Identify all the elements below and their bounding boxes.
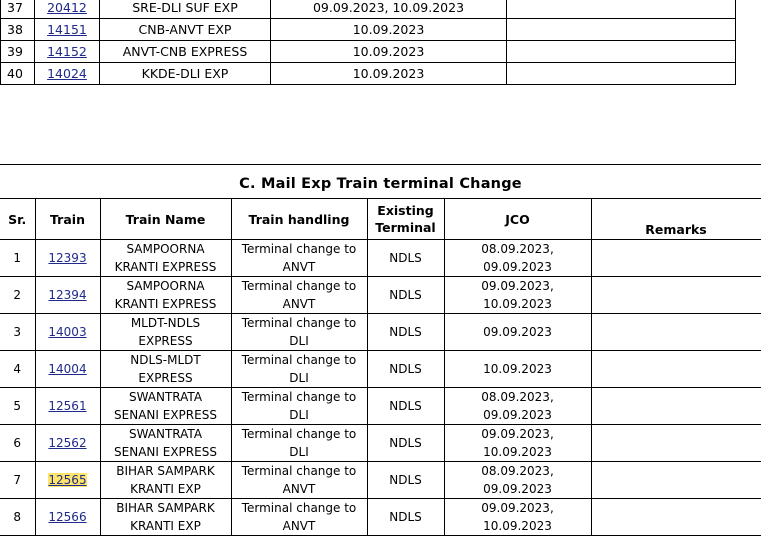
train-number-link[interactable]: 14024: [47, 66, 87, 81]
header-train: Train: [35, 199, 100, 240]
train-number-cell: [35, 351, 100, 388]
handling-line1: Terminal change to: [241, 464, 357, 478]
train-name-cell: [100, 277, 231, 314]
existing-terminal-cell: NDLS: [367, 499, 444, 536]
table-row: [1, 63, 736, 85]
header-existing-terminal: [367, 199, 444, 240]
train-number-cell: [35, 388, 100, 425]
train-name-line2: SENANI EXPRESS: [114, 445, 217, 459]
handling-line2: ANVT: [282, 482, 316, 496]
remarks-cell: [591, 240, 761, 277]
header-train-name: Train Name: [100, 199, 231, 240]
train-name-cell: [100, 351, 231, 388]
jco-line1: 09.09.2023: [483, 325, 552, 339]
train-handling-cell: [231, 425, 367, 462]
train-handling-cell: [231, 240, 367, 277]
jco-cell: [444, 351, 591, 388]
handling-line2: DLI: [289, 371, 309, 385]
remarks-cell: [507, 41, 736, 63]
handling-line1: Terminal change to: [241, 242, 357, 256]
header-existing-line2: Terminal: [375, 220, 436, 235]
train-number-cell: [35, 0, 100, 19]
date-cell: 10.09.2023: [271, 19, 507, 41]
train-number-link[interactable]: 12561: [48, 399, 87, 413]
remarks-cell: [591, 314, 761, 351]
train-handling-cell: [231, 351, 367, 388]
train-number-cell: [35, 499, 100, 536]
handling-line1: Terminal change to: [241, 390, 357, 404]
date-cell: 10.09.2023: [271, 41, 507, 63]
jco-line2: 09.09.2023: [483, 408, 552, 422]
handling-line2: DLI: [289, 334, 309, 348]
remarks-cell: [591, 388, 761, 425]
date-cell: 09.09.2023, 10.09.2023: [271, 0, 507, 19]
train-number-link[interactable]: 12565: [48, 473, 87, 487]
train-name-line1: SWANTRATA: [128, 390, 203, 404]
train-name-cell: [100, 462, 231, 499]
train-number-link[interactable]: 14151: [47, 22, 87, 37]
jco-line1: 09.09.2023,: [481, 427, 554, 441]
train-name-line2: KRANTI EXPRESS: [114, 297, 217, 311]
header-jco: JCO: [444, 199, 591, 240]
sr-cell: 38: [1, 19, 35, 41]
header-train-handling: Train handling: [231, 199, 367, 240]
train-number-cell: [35, 462, 100, 499]
train-number-cell: [35, 19, 100, 41]
sr-cell: 7: [0, 462, 35, 499]
remarks-cell: [507, 0, 736, 19]
jco-cell: [444, 462, 591, 499]
jco-line1: 08.09.2023,: [481, 464, 554, 478]
handling-line2: ANVT: [282, 297, 316, 311]
train-name-line1: BIHAR SAMPARK: [116, 464, 215, 478]
train-name-cell: ANVT-CNB EXPRESS: [100, 41, 271, 63]
train-name-line2: EXPRESS: [138, 334, 193, 348]
date-cell: 10.09.2023: [271, 63, 507, 85]
sr-cell: 2: [0, 277, 35, 314]
handling-line2: ANVT: [282, 519, 316, 533]
handling-line2: DLI: [289, 408, 309, 422]
table-row: [0, 351, 761, 388]
jco-line1: 08.09.2023,: [481, 390, 554, 404]
jco-line2: 09.09.2023: [483, 482, 552, 496]
existing-terminal-cell: NDLS: [367, 351, 444, 388]
jco-line1: 09.09.2023,: [481, 501, 554, 515]
handling-line2: ANVT: [282, 260, 316, 274]
existing-terminal-cell: NDLS: [367, 462, 444, 499]
jco-cell: [444, 425, 591, 462]
train-name-cell: [100, 425, 231, 462]
train-name-line1: NDLS-MLDT: [130, 353, 201, 367]
jco-cell: [444, 314, 591, 351]
train-name-line2: KRANTI EXPRESS: [114, 260, 217, 274]
train-number-cell: [35, 314, 100, 351]
train-name-line2: KRANTI EXP: [130, 482, 201, 496]
jco-line2: 10.09.2023: [483, 519, 552, 533]
train-handling-cell: [231, 499, 367, 536]
train-number-link[interactable]: 12562: [48, 436, 87, 450]
table-row: [0, 240, 761, 277]
handling-line1: Terminal change to: [241, 353, 357, 367]
table-row: [1, 0, 736, 19]
train-handling-cell: [231, 388, 367, 425]
train-number-link[interactable]: 12393: [48, 251, 87, 265]
handling-line1: Terminal change to: [241, 279, 357, 293]
train-number-link[interactable]: 14152: [47, 44, 87, 59]
train-number-cell: [35, 41, 100, 63]
header-remarks: Remarks: [591, 199, 761, 240]
jco-line1: 09.09.2023,: [481, 279, 554, 293]
jco-line2: 10.09.2023: [483, 445, 552, 459]
existing-terminal-cell: NDLS: [367, 425, 444, 462]
table-row: [0, 499, 761, 536]
jco-line2: 10.09.2023: [483, 297, 552, 311]
train-name-cell: [100, 314, 231, 351]
sr-cell: 40: [1, 63, 35, 85]
train-name-line1: MLDT-NDLS: [130, 316, 201, 330]
terminal-change-table: [0, 198, 761, 536]
train-handling-cell: [231, 314, 367, 351]
table-row: [0, 388, 761, 425]
sr-cell: 37: [1, 0, 35, 19]
top-train-table: [0, 0, 736, 85]
table-row: [0, 425, 761, 462]
remarks-cell: [591, 462, 761, 499]
sr-cell: 4: [0, 351, 35, 388]
train-name-line2: EXPRESS: [138, 371, 193, 385]
train-number-cell: [35, 240, 100, 277]
table-row: [0, 277, 761, 314]
table-row: [0, 462, 761, 499]
jco-cell: [444, 240, 591, 277]
existing-terminal-cell: NDLS: [367, 277, 444, 314]
jco-cell: [444, 388, 591, 425]
sr-cell: 1: [0, 240, 35, 277]
remarks-cell: [591, 351, 761, 388]
train-name-line2: SENANI EXPRESS: [114, 408, 217, 422]
jco-line1: 08.09.2023,: [481, 242, 554, 256]
header-row: [0, 199, 761, 240]
train-number-link[interactable]: 14003: [48, 325, 87, 339]
train-name-cell: [100, 499, 231, 536]
train-number-cell: [35, 425, 100, 462]
train-name-cell: KKDE-DLI EXP: [100, 63, 271, 85]
sr-cell: 39: [1, 41, 35, 63]
train-name-cell: [100, 388, 231, 425]
train-name-cell: [100, 240, 231, 277]
jco-line2: 09.09.2023: [483, 260, 552, 274]
train-number-cell: [35, 63, 100, 85]
train-name-cell: SRE-DLI SUF EXP: [100, 0, 271, 19]
train-name-line1: SAMPOORNA: [126, 242, 205, 256]
section-divider: [0, 164, 761, 165]
train-name-line2: KRANTI EXP: [130, 519, 201, 533]
handling-line1: Terminal change to: [241, 316, 357, 330]
train-name-line1: SWANTRATA: [128, 427, 203, 441]
train-number-cell: [35, 277, 100, 314]
sr-cell: 5: [0, 388, 35, 425]
handling-line1: Terminal change to: [241, 501, 357, 515]
jco-line1: 10.09.2023: [483, 362, 552, 376]
train-number-link[interactable]: 12394: [48, 288, 87, 302]
jco-cell: [444, 499, 591, 536]
sr-cell: 6: [0, 425, 35, 462]
header-existing-line1: Existing: [377, 203, 434, 218]
remarks-cell: [591, 499, 761, 536]
table-row: [1, 41, 736, 63]
train-name-line1: BIHAR SAMPARK: [116, 501, 215, 515]
jco-cell: [444, 277, 591, 314]
train-name-line1: SAMPOORNA: [126, 279, 205, 293]
table-row: [0, 314, 761, 351]
header-sr: Sr.: [0, 199, 35, 240]
remarks-cell: [507, 63, 736, 85]
handling-line1: Terminal change to: [241, 427, 357, 441]
existing-terminal-cell: NDLS: [367, 240, 444, 277]
existing-terminal-cell: NDLS: [367, 314, 444, 351]
train-number-link[interactable]: 14004: [48, 362, 87, 376]
train-number-link[interactable]: 12566: [48, 510, 87, 524]
remarks-cell: [591, 277, 761, 314]
train-handling-cell: [231, 277, 367, 314]
sr-cell: 8: [0, 499, 35, 536]
sr-cell: 3: [0, 314, 35, 351]
train-handling-cell: [231, 462, 367, 499]
train-name-cell: CNB-ANVT EXP: [100, 19, 271, 41]
table-row: [1, 19, 736, 41]
section-title: C. Mail Exp Train terminal Change: [239, 176, 522, 192]
handling-line2: DLI: [289, 445, 309, 459]
remarks-cell: [507, 19, 736, 41]
train-number-link[interactable]: 20412: [47, 0, 87, 15]
remarks-cell: [591, 425, 761, 462]
existing-terminal-cell: NDLS: [367, 388, 444, 425]
